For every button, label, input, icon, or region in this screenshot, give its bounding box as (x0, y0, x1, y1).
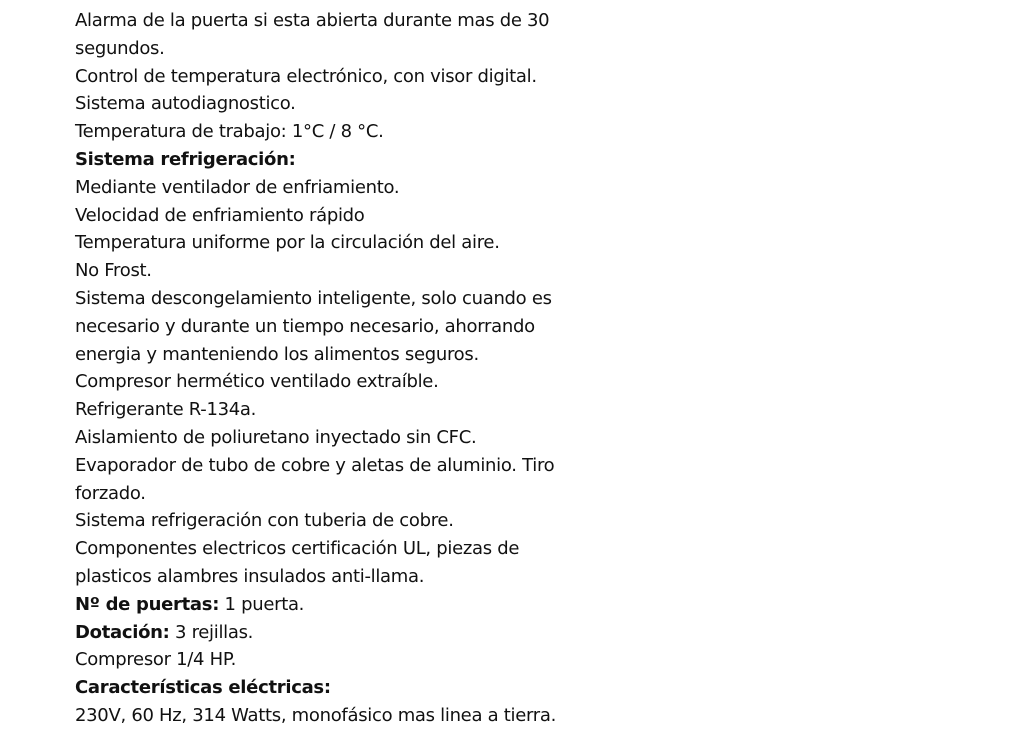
spec-text: Mediante ventilador de enfriamiento. (75, 176, 400, 198)
spec-text: Refrigerante R-134a. (75, 399, 257, 421)
spec-text: Alarma de la puerta si esta abierta durante mas de 30 (75, 10, 550, 31)
section-heading-electrical: Características eléctricas: (75, 677, 331, 699)
spec-text: Componentes electricos certificación UL, piezas de (75, 538, 520, 560)
spec-line (75, 285, 605, 313)
spec-label-doors: Nº de puertas: (75, 593, 220, 615)
spec-text: forzado. (75, 482, 146, 504)
spec-line (75, 229, 605, 257)
spec-line (75, 35, 605, 63)
spec-line-equipment (75, 619, 605, 647)
spec-text: Evaporador de tubo de cobre y aletas de aluminio. Tiro (75, 454, 555, 476)
spec-text: Compresor hermético ventilado extraíble. (75, 371, 439, 393)
spec-text: Temperatura de trabajo: 1°C / 8 °C. (75, 121, 384, 143)
spec-line (75, 257, 605, 285)
spec-line (75, 702, 605, 730)
section-heading-line (75, 146, 605, 174)
spec-text: Control de temperatura electrónico, con visor digital. (75, 65, 537, 87)
spec-text: plasticos alambres insulados anti-llama. (75, 565, 425, 587)
spec-label-equipment: Dotación: (75, 621, 170, 643)
spec-text: segundos. (75, 37, 165, 59)
spec-value-equipment: 3 rejillas. (169, 621, 254, 643)
spec-text: Aislamiento de poliuretano inyectado sin CFC. (75, 426, 477, 448)
spec-line (75, 563, 605, 591)
spec-line (75, 535, 605, 563)
spec-line (75, 507, 605, 535)
spec-text: Sistema descongelamiento inteligente, solo cuando es (75, 287, 552, 309)
spec-text: 230V, 60 Hz, 314 Watts, monofásico mas linea a tierra. (75, 704, 557, 726)
spec-text: Temperatura uniforme por la circulación del aire. (75, 232, 500, 254)
spec-line (75, 90, 605, 118)
spec-value-doors: 1 puerta. (219, 593, 305, 615)
spec-line (75, 480, 605, 508)
spec-line (75, 452, 605, 480)
spec-text: energia y manteniendo los alimentos seguros. (75, 343, 479, 365)
spec-line-doors (75, 591, 605, 619)
spec-line (75, 368, 605, 396)
spec-text: Sistema refrigeración con tuberia de cobre. (75, 510, 454, 532)
spec-text: No Frost. (75, 260, 152, 282)
spec-text: Sistema autodiagnostico. (75, 93, 296, 115)
spec-line (75, 118, 605, 146)
spec-text: Velocidad de enfriamiento rápido (75, 204, 365, 226)
spec-line (75, 313, 605, 341)
spec-line (75, 63, 605, 91)
section-heading-line (75, 674, 605, 702)
spec-line (75, 341, 605, 369)
spec-text: Compresor 1/4 HP. (75, 649, 237, 671)
spec-line (75, 7, 605, 35)
spec-line (75, 202, 605, 230)
spec-line (75, 646, 605, 674)
section-heading-refrigeration: Sistema refrigeración: (75, 148, 296, 170)
spec-line (75, 396, 605, 424)
spec-line (75, 174, 605, 202)
spec-line (75, 424, 605, 452)
spec-text: necesario y durante un tiempo necesario, ahorrando (75, 315, 535, 337)
spec-document (75, 7, 605, 730)
